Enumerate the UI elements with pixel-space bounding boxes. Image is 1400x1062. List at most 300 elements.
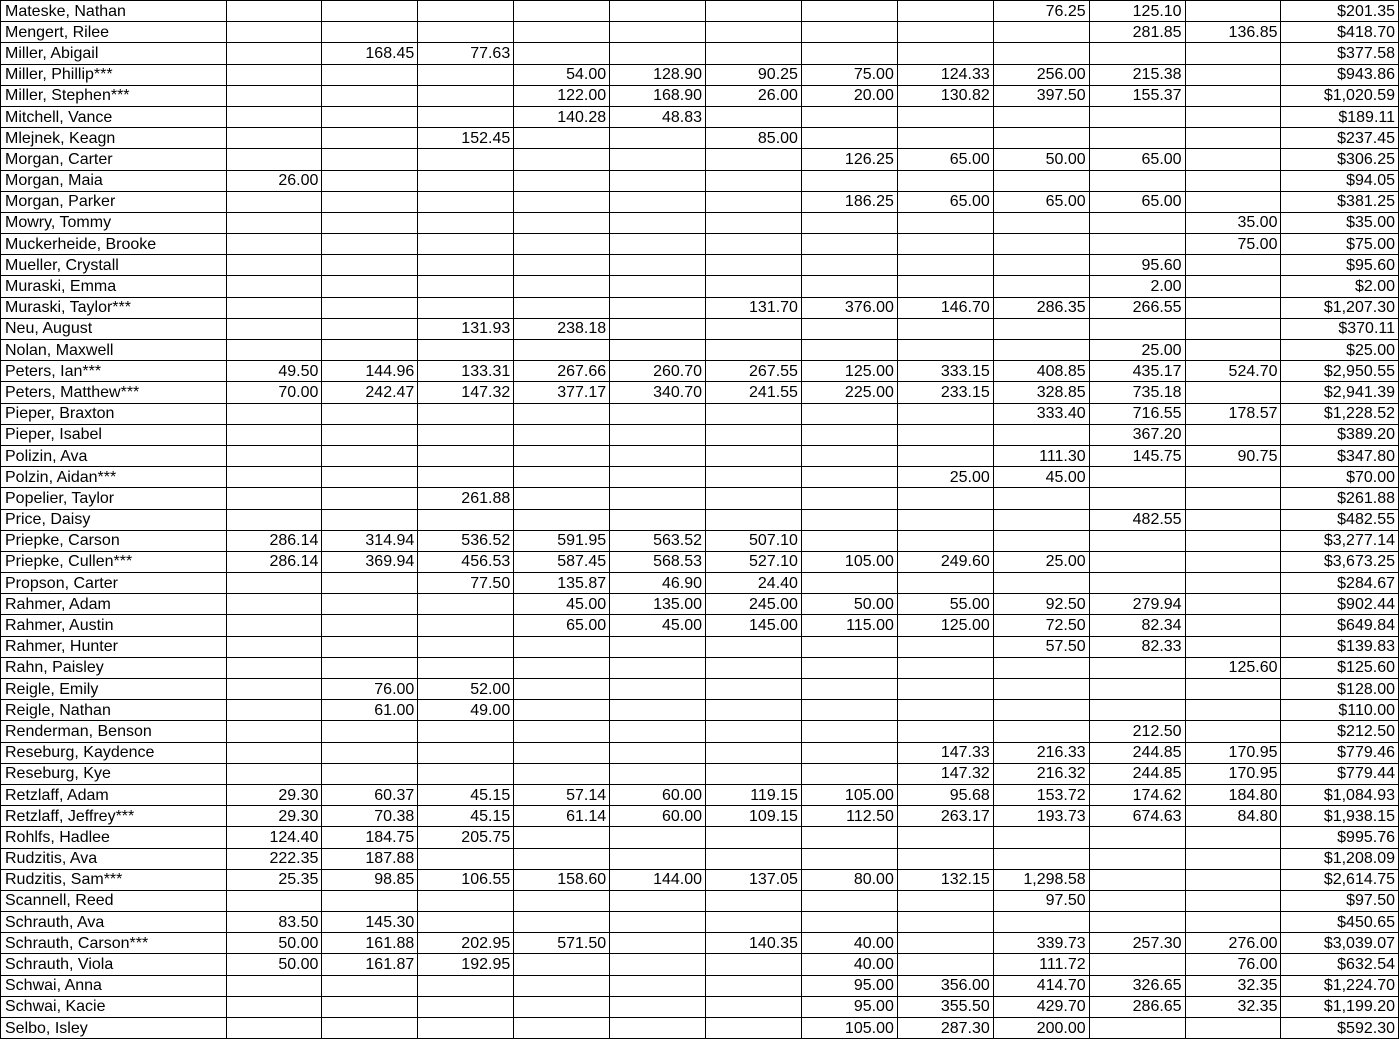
table-row xyxy=(1,869,1399,890)
amount-cell xyxy=(514,276,610,297)
amount-cell: 674.63 xyxy=(1089,806,1185,827)
amount-cell xyxy=(993,318,1089,339)
amount-cell: 153.72 xyxy=(993,784,1089,805)
amount-cell xyxy=(514,255,610,276)
amount-cell xyxy=(897,43,993,64)
amount-cell xyxy=(801,890,897,911)
table-row xyxy=(1,996,1399,1017)
total-cell: $2,941.39 xyxy=(1281,382,1399,403)
amount-cell: 122.00 xyxy=(514,85,610,106)
amount-cell: 49.50 xyxy=(226,361,322,382)
total-cell: $1,199.20 xyxy=(1281,996,1399,1017)
amount-cell xyxy=(993,848,1089,869)
amount-cell xyxy=(1185,615,1281,636)
amount-cell: 168.90 xyxy=(610,85,706,106)
amount-cell: 131.93 xyxy=(418,318,514,339)
amount-cell xyxy=(706,954,802,975)
amount-cell xyxy=(706,890,802,911)
amount-cell xyxy=(1185,1018,1281,1039)
amount-cell: 184.80 xyxy=(1185,784,1281,805)
person-name-cell: Polzin, Aidan*** xyxy=(1,467,227,488)
amount-cell xyxy=(610,509,706,530)
amount-cell xyxy=(418,64,514,85)
amount-cell: 105.00 xyxy=(801,1018,897,1039)
amount-cell: 144.00 xyxy=(610,869,706,890)
amount-cell: 233.15 xyxy=(897,382,993,403)
amount-cell xyxy=(322,1,418,22)
amount-cell: 145.30 xyxy=(322,912,418,933)
amount-cell xyxy=(610,679,706,700)
amount-cell xyxy=(993,43,1089,64)
amount-cell xyxy=(993,530,1089,551)
person-name-cell: Rahmer, Austin xyxy=(1,615,227,636)
amount-cell xyxy=(514,340,610,361)
amount-cell xyxy=(1089,954,1185,975)
person-name-cell: Miller, Abigail xyxy=(1,43,227,64)
amount-cell xyxy=(706,255,802,276)
amount-cell: 65.00 xyxy=(897,191,993,212)
person-name-cell: Priepke, Cullen*** xyxy=(1,551,227,572)
total-cell: $261.88 xyxy=(1281,488,1399,509)
amount-cell xyxy=(993,509,1089,530)
amount-cell xyxy=(514,424,610,445)
amount-cell xyxy=(801,22,897,43)
amount-cell xyxy=(706,975,802,996)
table-row xyxy=(1,573,1399,594)
amount-cell: 125.10 xyxy=(1089,1,1185,22)
amount-cell xyxy=(801,234,897,255)
table-row xyxy=(1,340,1399,361)
person-name-cell: Peters, Matthew*** xyxy=(1,382,227,403)
amount-cell xyxy=(610,657,706,678)
amount-cell xyxy=(706,276,802,297)
amount-cell xyxy=(322,255,418,276)
total-cell: $1,084.93 xyxy=(1281,784,1399,805)
amount-cell xyxy=(1185,128,1281,149)
amount-cell: 115.00 xyxy=(801,615,897,636)
amount-cell: 85.00 xyxy=(706,128,802,149)
table-row xyxy=(1,445,1399,466)
person-name-cell: Rudzitis, Sam*** xyxy=(1,869,227,890)
amount-cell xyxy=(418,340,514,361)
amount-cell xyxy=(322,890,418,911)
person-name-cell: Muraski, Emma xyxy=(1,276,227,297)
total-cell: $592.30 xyxy=(1281,1018,1399,1039)
amount-cell: 244.85 xyxy=(1089,742,1185,763)
total-cell: $70.00 xyxy=(1281,467,1399,488)
total-cell: $125.60 xyxy=(1281,657,1399,678)
amount-cell: 83.50 xyxy=(226,912,322,933)
amount-cell xyxy=(610,488,706,509)
amount-cell xyxy=(418,594,514,615)
amount-cell xyxy=(226,657,322,678)
amount-cell xyxy=(706,318,802,339)
amount-cell: 124.40 xyxy=(226,827,322,848)
total-cell: $1,020.59 xyxy=(1281,85,1399,106)
total-cell: $943.86 xyxy=(1281,64,1399,85)
amount-cell xyxy=(514,700,610,721)
total-cell: $35.00 xyxy=(1281,212,1399,233)
person-name-cell: Morgan, Parker xyxy=(1,191,227,212)
amount-cell: 161.87 xyxy=(322,954,418,975)
amount-cell xyxy=(1089,890,1185,911)
amount-cell xyxy=(610,22,706,43)
amount-cell xyxy=(226,255,322,276)
amount-cell: 527.10 xyxy=(706,551,802,572)
amount-cell: 84.80 xyxy=(1185,806,1281,827)
amount-cell xyxy=(1185,85,1281,106)
amount-cell xyxy=(993,128,1089,149)
table-row xyxy=(1,1018,1399,1039)
amount-cell: 1,298.58 xyxy=(993,869,1089,890)
person-name-cell: Rudzitis, Ava xyxy=(1,848,227,869)
amount-cell xyxy=(1089,128,1185,149)
amount-cell xyxy=(706,721,802,742)
amount-cell xyxy=(1089,488,1185,509)
amount-cell: 205.75 xyxy=(418,827,514,848)
amount-cell xyxy=(418,106,514,127)
amount-cell xyxy=(706,912,802,933)
amount-cell: 65.00 xyxy=(514,615,610,636)
amount-cell xyxy=(1089,530,1185,551)
amount-cell: 133.31 xyxy=(418,361,514,382)
amount-cell: 238.18 xyxy=(514,318,610,339)
amount-cell xyxy=(1089,467,1185,488)
person-name-cell: Schwai, Anna xyxy=(1,975,227,996)
amount-cell xyxy=(418,149,514,170)
amount-cell xyxy=(322,212,418,233)
amount-cell: 135.87 xyxy=(514,573,610,594)
amount-cell xyxy=(226,573,322,594)
person-name-cell: Schrauth, Carson*** xyxy=(1,933,227,954)
amount-cell xyxy=(514,827,610,848)
table-row xyxy=(1,1,1399,22)
table-row xyxy=(1,276,1399,297)
amount-cell xyxy=(1185,827,1281,848)
amount-cell xyxy=(897,700,993,721)
amount-cell xyxy=(418,1018,514,1039)
person-name-cell: Muraski, Taylor*** xyxy=(1,297,227,318)
person-name-cell: Mitchell, Vance xyxy=(1,106,227,127)
amount-cell: 170.95 xyxy=(1185,763,1281,784)
total-cell: $110.00 xyxy=(1281,700,1399,721)
total-cell: $418.70 xyxy=(1281,22,1399,43)
amount-cell: 356.00 xyxy=(897,975,993,996)
amount-cell xyxy=(1089,912,1185,933)
amount-cell xyxy=(1185,340,1281,361)
amount-cell xyxy=(1185,890,1281,911)
amount-cell xyxy=(1185,551,1281,572)
amount-cell xyxy=(706,149,802,170)
amount-cell xyxy=(514,170,610,191)
table-row xyxy=(1,954,1399,975)
amount-cell: 367.20 xyxy=(1089,424,1185,445)
amount-cell xyxy=(226,297,322,318)
person-name-cell: Nolan, Maxwell xyxy=(1,340,227,361)
amount-cell: 90.75 xyxy=(1185,445,1281,466)
amount-cell xyxy=(993,700,1089,721)
table-row xyxy=(1,170,1399,191)
person-name-cell: Propson, Carter xyxy=(1,573,227,594)
amount-cell xyxy=(610,912,706,933)
amount-cell xyxy=(418,212,514,233)
amount-cell xyxy=(897,530,993,551)
amount-cell xyxy=(226,64,322,85)
amount-cell xyxy=(801,530,897,551)
amount-cell xyxy=(1185,594,1281,615)
amount-cell xyxy=(1185,509,1281,530)
amount-cell xyxy=(801,424,897,445)
amount-cell xyxy=(610,636,706,657)
amount-cell xyxy=(1185,424,1281,445)
amount-cell: 397.50 xyxy=(993,85,1089,106)
amount-cell: 45.15 xyxy=(418,806,514,827)
amount-cell xyxy=(226,1,322,22)
amount-cell xyxy=(322,975,418,996)
total-cell: $212.50 xyxy=(1281,721,1399,742)
person-name-cell: Mowry, Tommy xyxy=(1,212,227,233)
amount-cell xyxy=(993,22,1089,43)
person-name-cell: Scannell, Reed xyxy=(1,890,227,911)
amount-cell xyxy=(322,297,418,318)
amount-cell xyxy=(801,700,897,721)
total-cell: $381.25 xyxy=(1281,191,1399,212)
total-cell: $94.05 xyxy=(1281,170,1399,191)
total-cell: $632.54 xyxy=(1281,954,1399,975)
amount-cell: 25.00 xyxy=(993,551,1089,572)
amount-cell: 125.00 xyxy=(801,361,897,382)
amount-cell xyxy=(226,721,322,742)
person-name-cell: Mlejnek, Keagn xyxy=(1,128,227,149)
amount-cell xyxy=(418,912,514,933)
amount-cell xyxy=(897,679,993,700)
amount-cell: 267.66 xyxy=(514,361,610,382)
table-row xyxy=(1,890,1399,911)
amount-cell xyxy=(226,890,322,911)
person-name-cell: Reigle, Nathan xyxy=(1,700,227,721)
amount-cell xyxy=(226,700,322,721)
amount-cell: 279.94 xyxy=(1089,594,1185,615)
amount-cell xyxy=(514,975,610,996)
amount-cell xyxy=(801,43,897,64)
amount-cell xyxy=(514,679,610,700)
amount-cell xyxy=(418,721,514,742)
total-cell: $3,673.25 xyxy=(1281,551,1399,572)
amount-cell xyxy=(418,509,514,530)
amount-cell xyxy=(897,106,993,127)
amount-cell: 168.45 xyxy=(322,43,418,64)
amount-cell: 286.35 xyxy=(993,297,1089,318)
amount-cell xyxy=(897,636,993,657)
amount-cell: 482.55 xyxy=(1089,509,1185,530)
amount-cell xyxy=(610,467,706,488)
amount-cell xyxy=(706,234,802,255)
amount-cell xyxy=(226,22,322,43)
amount-cell xyxy=(418,403,514,424)
person-name-cell: Morgan, Carter xyxy=(1,149,227,170)
amount-cell: 45.00 xyxy=(514,594,610,615)
amount-cell xyxy=(610,848,706,869)
amount-cell xyxy=(418,234,514,255)
amount-cell xyxy=(418,1,514,22)
amount-cell xyxy=(1089,869,1185,890)
amount-cell xyxy=(801,763,897,784)
person-name-cell: Mateske, Nathan xyxy=(1,1,227,22)
amount-cell: 70.38 xyxy=(322,806,418,827)
amount-cell xyxy=(1185,276,1281,297)
person-name-cell: Popelier, Taylor xyxy=(1,488,227,509)
amount-cell: 314.94 xyxy=(322,530,418,551)
amount-cell xyxy=(1185,488,1281,509)
amount-cell: 77.63 xyxy=(418,43,514,64)
amount-cell: 145.00 xyxy=(706,615,802,636)
amount-cell: 140.35 xyxy=(706,933,802,954)
amount-cell: 90.25 xyxy=(706,64,802,85)
amount-cell xyxy=(1185,721,1281,742)
total-cell: $201.35 xyxy=(1281,1,1399,22)
amount-cell: 54.00 xyxy=(514,64,610,85)
amount-cell: 92.50 xyxy=(993,594,1089,615)
amount-cell xyxy=(418,890,514,911)
amount-cell: 267.55 xyxy=(706,361,802,382)
table-row xyxy=(1,361,1399,382)
total-cell: $95.60 xyxy=(1281,255,1399,276)
amount-cell xyxy=(1185,530,1281,551)
amount-cell xyxy=(706,424,802,445)
person-name-cell: Rahmer, Adam xyxy=(1,594,227,615)
amount-cell xyxy=(706,848,802,869)
amount-cell: 61.14 xyxy=(514,806,610,827)
person-name-cell: Reigle, Emily xyxy=(1,679,227,700)
amount-cell xyxy=(897,721,993,742)
amount-cell: 333.15 xyxy=(897,361,993,382)
amount-cell xyxy=(322,318,418,339)
amount-cell xyxy=(418,742,514,763)
amount-cell xyxy=(514,488,610,509)
amount-cell: 111.30 xyxy=(993,445,1089,466)
amount-cell: 25.35 xyxy=(226,869,322,890)
total-cell: $1,228.52 xyxy=(1281,403,1399,424)
amount-cell: 266.55 xyxy=(1089,297,1185,318)
amount-cell: 32.35 xyxy=(1185,975,1281,996)
amount-cell xyxy=(514,128,610,149)
amount-cell xyxy=(514,721,610,742)
amount-cell xyxy=(801,318,897,339)
amount-cell xyxy=(322,573,418,594)
amount-cell xyxy=(1185,149,1281,170)
table-row xyxy=(1,594,1399,615)
amount-cell: 333.40 xyxy=(993,403,1089,424)
amount-cell xyxy=(226,1018,322,1039)
amount-cell: 35.00 xyxy=(1185,212,1281,233)
amount-cell xyxy=(418,191,514,212)
total-cell: $3,277.14 xyxy=(1281,530,1399,551)
amount-cell xyxy=(706,700,802,721)
amount-cell: 257.30 xyxy=(1089,933,1185,954)
amount-cell xyxy=(897,573,993,594)
amount-cell xyxy=(226,996,322,1017)
person-name-cell: Muckerheide, Brooke xyxy=(1,234,227,255)
amount-cell xyxy=(897,848,993,869)
amount-cell xyxy=(226,424,322,445)
total-cell: $389.20 xyxy=(1281,424,1399,445)
table-row xyxy=(1,679,1399,700)
amount-cell: 57.50 xyxy=(993,636,1089,657)
amount-cell: 261.88 xyxy=(418,488,514,509)
amount-cell xyxy=(801,657,897,678)
amount-cell xyxy=(226,234,322,255)
person-name-cell: Schwai, Kacie xyxy=(1,996,227,1017)
amount-cell: 170.95 xyxy=(1185,742,1281,763)
amount-cell xyxy=(1089,657,1185,678)
amount-cell xyxy=(322,170,418,191)
amount-cell: 155.37 xyxy=(1089,85,1185,106)
amount-cell: 716.55 xyxy=(1089,403,1185,424)
amount-cell xyxy=(514,890,610,911)
amount-cell: 50.00 xyxy=(993,149,1089,170)
amount-cell: 137.05 xyxy=(706,869,802,890)
amount-cell: 24.40 xyxy=(706,573,802,594)
person-name-cell: Reseburg, Kye xyxy=(1,763,227,784)
amount-cell xyxy=(514,1,610,22)
amount-cell xyxy=(1089,318,1185,339)
person-name-cell: Mengert, Rilee xyxy=(1,22,227,43)
person-name-cell: Neu, August xyxy=(1,318,227,339)
amount-cell: 106.55 xyxy=(418,869,514,890)
amount-cell xyxy=(993,424,1089,445)
amount-cell xyxy=(322,615,418,636)
table-row xyxy=(1,763,1399,784)
total-cell: $995.76 xyxy=(1281,827,1399,848)
person-name-cell: Rahmer, Hunter xyxy=(1,636,227,657)
amount-cell xyxy=(226,636,322,657)
amount-cell xyxy=(514,954,610,975)
amount-cell: 50.00 xyxy=(226,933,322,954)
amount-cell xyxy=(993,234,1089,255)
amount-cell xyxy=(322,445,418,466)
amount-cell xyxy=(897,827,993,848)
amount-cell: 146.70 xyxy=(897,297,993,318)
amount-cell xyxy=(706,106,802,127)
amount-cell: 25.00 xyxy=(897,467,993,488)
person-name-cell: Priepke, Carson xyxy=(1,530,227,551)
table-row xyxy=(1,106,1399,127)
amount-cell: 124.33 xyxy=(897,64,993,85)
total-cell: $25.00 xyxy=(1281,340,1399,361)
table-row xyxy=(1,191,1399,212)
amount-cell: 339.73 xyxy=(993,933,1089,954)
amount-cell xyxy=(514,509,610,530)
amount-cell xyxy=(418,467,514,488)
amount-cell xyxy=(1185,467,1281,488)
amount-cell xyxy=(993,340,1089,361)
amount-cell xyxy=(514,742,610,763)
amount-cell xyxy=(801,170,897,191)
person-name-cell: Miller, Stephen*** xyxy=(1,85,227,106)
amount-cell xyxy=(514,212,610,233)
person-name-cell: Pieper, Braxton xyxy=(1,403,227,424)
total-cell: $370.11 xyxy=(1281,318,1399,339)
amount-cell: 145.75 xyxy=(1089,445,1185,466)
amount-cell xyxy=(706,763,802,784)
amount-cell: 524.70 xyxy=(1185,361,1281,382)
amount-cell: 75.00 xyxy=(801,64,897,85)
amount-cell: 76.00 xyxy=(322,679,418,700)
amount-cell xyxy=(897,403,993,424)
table-row xyxy=(1,255,1399,276)
amount-cell xyxy=(993,106,1089,127)
amount-cell xyxy=(801,827,897,848)
